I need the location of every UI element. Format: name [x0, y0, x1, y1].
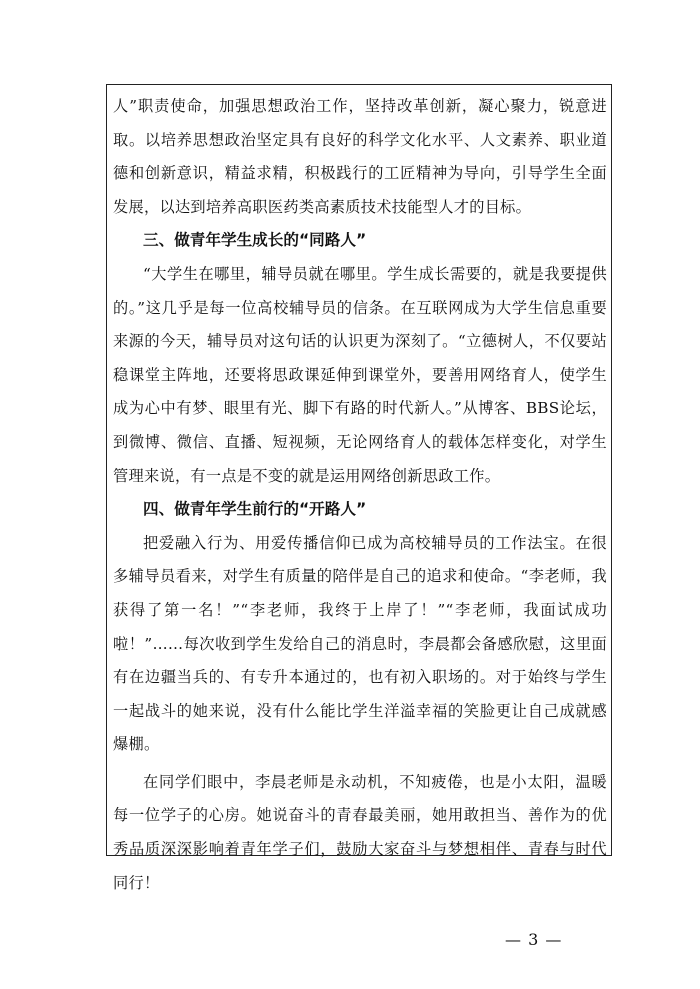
section-heading-3: 三、做青年学生成长的“同路人”	[143, 231, 367, 250]
page-number: — 3 —	[505, 930, 563, 949]
document-body	[113, 90, 607, 900]
closing-paragraph: 在同学们眼中，李晨老师是永动机，不知疲倦，也是小太阳，温暖每一位学子的心房。她说奋斗的青春最美丽，她用敢担当、善作为的优秀品质深深影响着青年学子们，鼓励大家奋斗与梦想相伴、青春与时代同行！	[113, 772, 607, 892]
section-4-paragraph: 把爱融入行为、用爱传播信仰已成为高校辅导员的工作法宝。在很多辅导员看来，对学生有质量的陪伴是自己的追求和使命。“李老师，我获得了第一名！”“李老师，我终于上岸了！”“李老师，我面试成功啦！”……每次收到学生发给自己的消息时，李晨都会备感欣慰，这里面有在边疆当兵的、有专升本通过的，也有初入职场的。对于始终与学生一起战斗的她来说，没有什么能比学生洋溢幸福的笑脸更让自己成就感爆棚。	[113, 533, 607, 754]
section-heading-4: 四、做青年学生前行的“开路人”	[143, 500, 367, 519]
document-frame	[106, 84, 612, 892]
section-3-paragraph: “大学生在哪里，辅导员就在哪里。学生成长需要的，就是我要提供的。”这几乎是每一位高校辅导员的信条。在互联网成为大学生信息重要来源的今天，辅导员对这句话的认识更为深刻了。“立德树人，不仅要站稳课堂主阵地，还要将思政课延伸到课堂外，要善用网络育人，使学生成为心中有梦、眼里有光、脚下有路的时代新人。”从博客、BBS论坛，到微博、微信、直播、短视频，无论网络育人的载体怎样变化，对学生管理来说，有一点是不变的就是运用网络创新思政工作。	[113, 264, 607, 485]
intro-paragraph: 人”职责使命，加强思想政治工作，坚持改革创新，凝心聚力，锐意进取。以培养思想政治坚定具有良好的科学文化水平、人文素养、职业道德和创新意识，精益求精，积极践行的工匠精神为导向，引导学生全面发展，以达到培养高职医药类高素质技术技能型人才的目标。	[113, 97, 607, 216]
